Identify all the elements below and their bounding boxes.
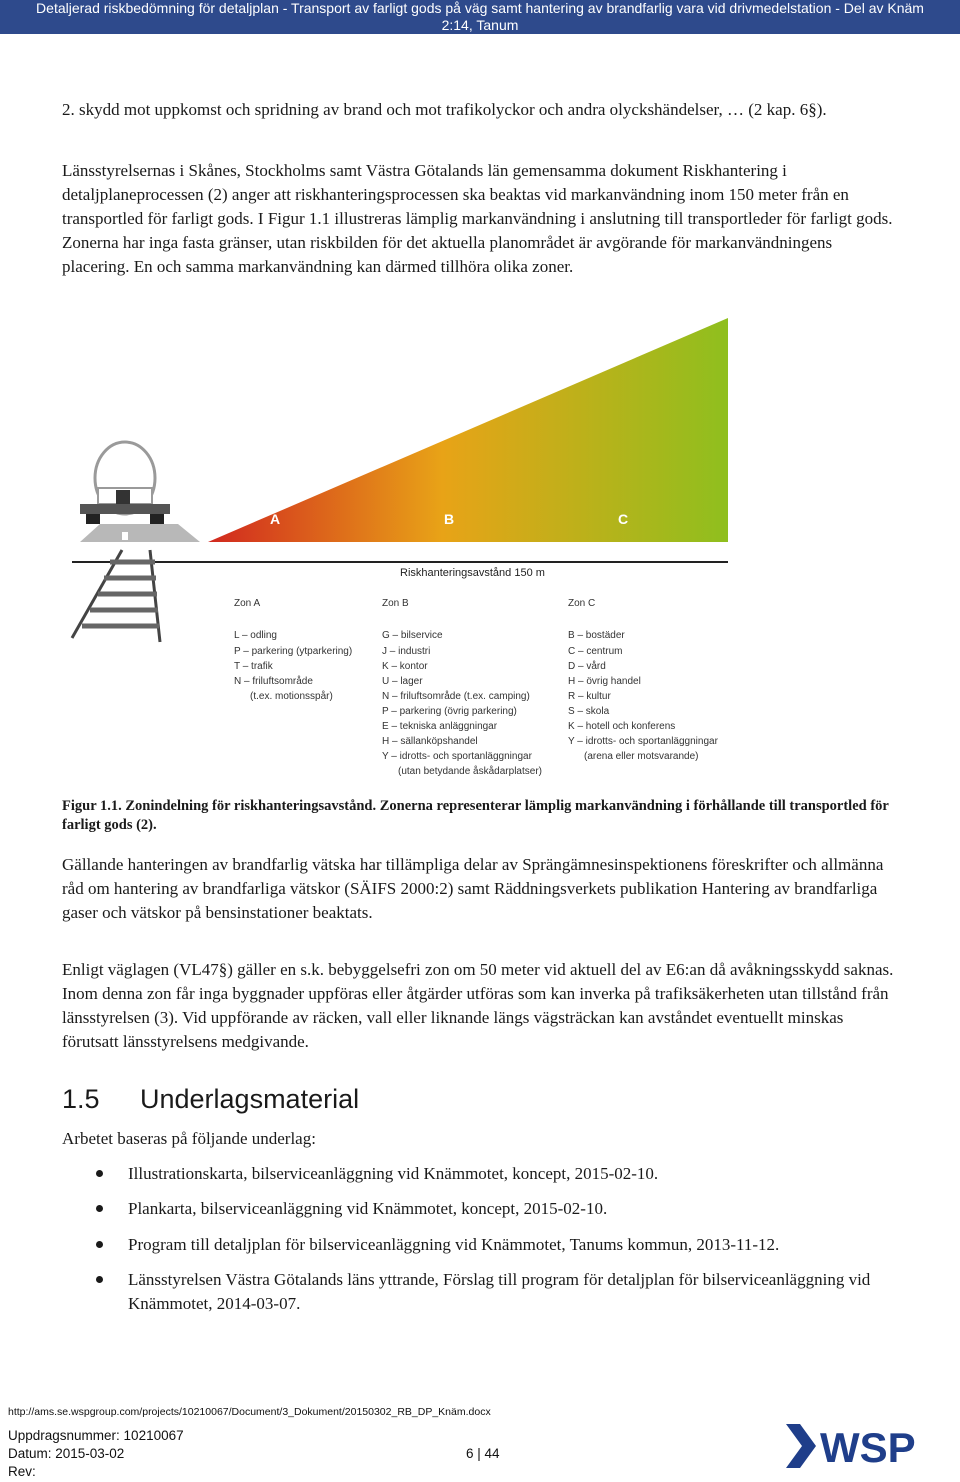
footer-datum: Datum: 2015-03-02 [8,1446,125,1461]
wsp-logo [786,1416,956,1476]
paragraph-vaglagen: Enligt väglagen (VL47§) gäller en s.k. bebyggelsefri zon om 50 meter vid aktuell del av E6:an då avåkningsskydd saknas. Inom denna zon får inga byggnader uppföras eller åtgärder utföras som kan inverka på trafiksäkerheten utan tillstånd från länsstyrelsen (3). Vid uppförande av räcken, vall eller liknande längs vägsträckan kan avståndet eventuellt minskas förutsatt länsstyrelsens medgivande. [62,960,894,1051]
paragraph-law-quote: 2. skydd mot uppkomst och spridning av brand och mot trafikolyckor och andra olyckshändelser, … (2 kap. 6§). [62,100,827,119]
railway-icon [72,550,160,642]
section-heading [62,1084,359,1115]
risk-triangle [208,318,728,542]
zone-c-item: B – bostäder [568,630,625,641]
zone-b-item: J – industri [382,646,431,657]
zone-b-item: (utan betydande åskådarplatser) [398,766,542,777]
zone-b-item: G – bilservice [382,630,443,641]
zone-a-item: (t.ex. motionsspår) [250,691,333,702]
footer-uppdragsnummer: Uppdragsnummer: 10210067 [8,1428,184,1443]
figure-caption: Figur 1.1. Zonindelning för riskhanteringsavstånd. Zonerna representerar lämplig markanvändning i förhållande till transportled för farligt gods (2). [62,798,889,833]
zone-letter-a: A [270,511,281,527]
zone-b-item: E – tekniska anläggningar [382,721,498,732]
zone-b-item: H – sällanköpshandel [382,736,478,747]
zone-a-title: Zon A [234,598,261,609]
road-icon [80,524,200,542]
zone-c-item: (arena eller motsvarande) [584,751,699,762]
zone-b-item: U – lager [382,676,423,687]
section-number: 1.5 [62,1084,100,1114]
zone-a-item: T – trafik [234,661,273,672]
zone-a-item: L – odling [234,630,277,641]
list-item: Program till detaljplan för bilserviceanläggning vid Knämmotet, Tanums kommun, 2013-11-12. [96,1233,896,1257]
page-number: 6 [466,1446,474,1461]
zone-c-title: Zon C [568,598,596,609]
distance-label: Riskhanteringsavstånd 150 m [400,567,545,579]
zone-c-item: C – centrum [568,646,623,657]
page-indicator: 6 | 44 [466,1446,500,1461]
zone-a-item: P – parkering (ytparkering) [234,646,353,657]
bullet-icon [96,1276,103,1283]
zone-a-item: N – friluftsområde [234,676,313,687]
zone-c-item: S – skola [568,706,610,717]
list-item: Illustrationskarta, bilserviceanläggning vid Knämmotet, koncept, 2015-02-10. [96,1162,896,1186]
footer-rev: Rev: [8,1464,36,1479]
zone-figure [60,310,760,788]
tanker-truck-icon [80,442,170,524]
zone-letter-c: C [618,511,629,527]
zone-c-item: H – övrig handel [568,676,641,687]
zone-b-item: Y – idrotts- och sportanläggningar [382,751,532,762]
logo-chevron-icon [786,1424,816,1468]
section-intro: Arbetet baseras på följande underlag: [62,1129,316,1148]
paragraph-riskhantering: Länsstyrelsernas i Skånes, Stockholms samt Västra Götalands län gemensamma dokument Riskhantering i detaljplaneprocessen (2) anger att riskhanteringsprocessen ska beaktas vid markanvändning inom 150 meter från en transportled för farligt gods. I Figur 1.1 illustreras lämplig markanvändning i anslutning till transportleder för farligt gods. Zonerna har inga fasta gränser, utan riskbilden för det aktuella planområdet är avgörande för markanvändningens placering. En och samma markanvändning kan därmed tillhöra olika zoner. [62,161,893,276]
reference-list [96,1162,896,1316]
zone-c-item: K – hotell och konferens [568,721,676,732]
bullet-icon [96,1241,103,1248]
zone-letter-b: B [444,511,455,527]
zone-c-item: R – kultur [568,691,611,702]
logo-text: WSP [820,1424,916,1471]
zone-b-title: Zon B [382,598,409,609]
header-title-line2: 2:14, Tanum [441,17,519,33]
paragraph-brandfarlig: Gällande hanteringen av brandfarlig vätska har tillämpliga delar av Sprängämnesinspektionens föreskrifter och allmänna råd om hantering av brandfarliga vätskor (SÄIFS 2000:2) samt Räddningsverkets publikation Hantering av brandfarliga gaser och vätskor på bensinstationer beaktats. [62,855,884,922]
zone-b-item: K – kontor [382,661,428,672]
zone-b-item: N – friluftsområde (t.ex. camping) [382,691,530,702]
page-total: 44 [484,1446,500,1461]
header-title-line1: Detaljerad riskbedömning för detaljplan - Transport av farligt gods på väg samt hantering av brandfarlig vara vid drivmedelstation - Del av Knäm [36,0,924,16]
list-item: Plankarta, bilserviceanläggning vid Knämmotet, koncept, 2015-02-10. [96,1197,896,1221]
list-item: Länsstyrelsen Västra Götalands läns yttrande, Förslag till program för detaljplan för bilserviceanläggning vid Knämmotet, 2014-03-07. [96,1268,896,1316]
bullet-icon [96,1170,103,1177]
zone-b-item: P – parkering (övrig parkering) [382,706,517,717]
bullet-icon [96,1205,103,1212]
document-header [0,0,960,34]
footer-url: http://ams.se.wspgroup.com/projects/10210067/Document/3_Dokument/20150302_RB_DP_Knäm.docx [8,1406,491,1418]
zone-c-item: Y – idrotts- och sportanläggningar [568,736,718,747]
zone-c-item: D – vård [568,661,606,672]
section-title: Underlagsmaterial [140,1084,360,1114]
